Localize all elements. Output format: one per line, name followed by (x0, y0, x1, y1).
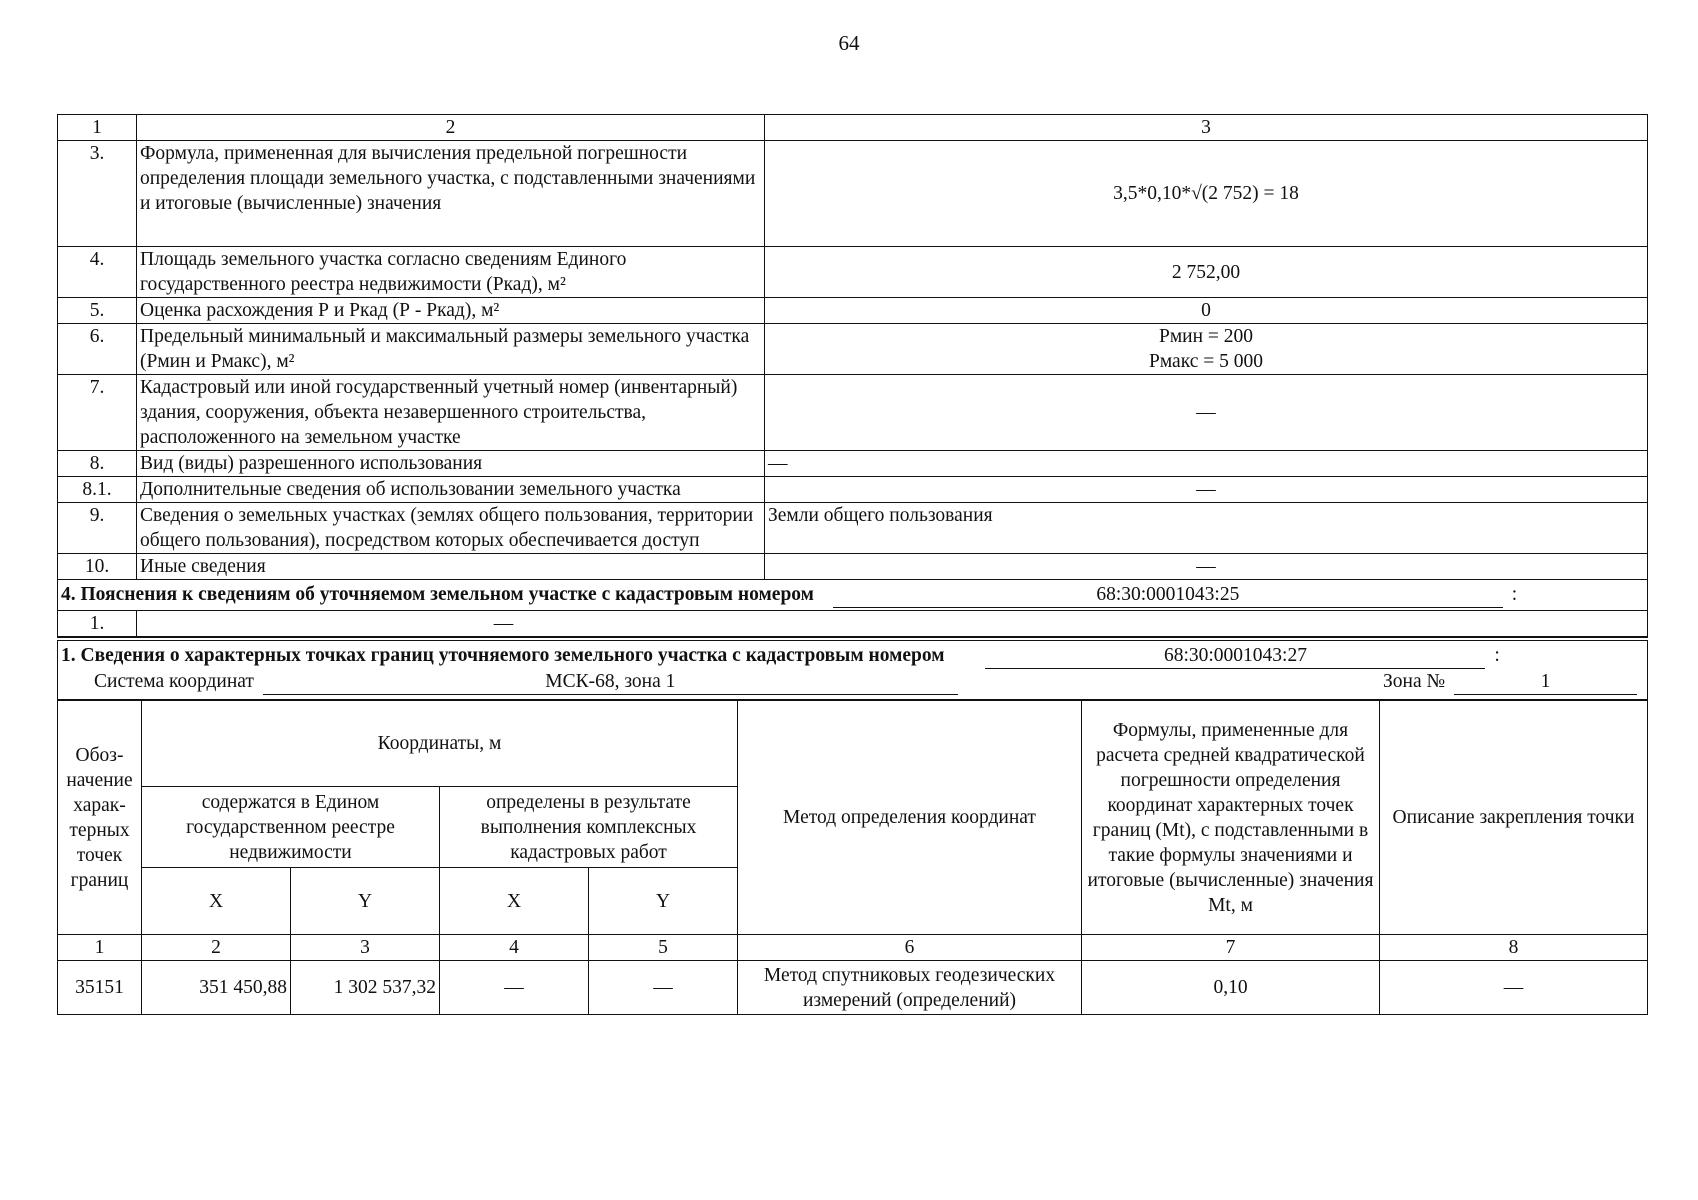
table-row (58, 961, 1648, 1015)
col-method: Метод определения координат (738, 701, 1082, 935)
column-number: 1 (58, 935, 142, 961)
row-value: — (765, 477, 1648, 503)
section4-colon: : (1511, 584, 1518, 605)
header-cell: 2 (137, 115, 765, 141)
header-cell: 3 (765, 115, 1648, 141)
col-egrn: содержатся в Едином государственном реестре недвижимости (142, 787, 440, 868)
point-y-egrn: 1 302 537,32 (291, 961, 440, 1015)
column-number: 5 (589, 935, 738, 961)
row-label: Предельный минимальный и максимальный размеры земельного участка (Рмин и Рмакс), м² (137, 324, 765, 375)
col-x: X (142, 868, 291, 935)
coord-system-value: МСК-68, зона 1 (263, 670, 958, 695)
section4-header-row (58, 580, 1648, 611)
col-y: Y (589, 868, 738, 935)
column-number: 8 (1380, 935, 1648, 961)
row-number: 1. (58, 611, 137, 637)
col-designation: Обоз-начение харак-терных точек границ (58, 701, 142, 935)
row-value-min: Рмин = 200 (1158, 326, 1254, 347)
col-coordinates: Координаты, м (142, 701, 738, 787)
column-numbers-row (58, 935, 1648, 961)
section1-cadastral-number: 68:30:0001043:27 (985, 644, 1485, 669)
header-cell: 1 (58, 115, 137, 141)
row-value (765, 324, 1648, 375)
table-row (58, 141, 1648, 247)
row-label: Кадастровый или иной государственный учетный номер (инвентарный) здания, сооружения, объекта незавершенного строительства, расположенного на земельном участке (137, 375, 765, 451)
zone-label: Зона № (1383, 671, 1446, 692)
row-number: 6. (58, 324, 137, 375)
area-info-table (57, 114, 1648, 637)
col-description: Описание закрепления точки (1380, 701, 1648, 935)
section1-header (57, 637, 1648, 700)
coord-system-label: Система координат (94, 671, 254, 692)
row-label: Сведения о земельных участках (землях общего пользования, территории общего пользования), посредством которых обеспечивается доступ (137, 503, 765, 554)
row-value: 2 752,00 (765, 247, 1648, 298)
table-row (58, 375, 1648, 451)
table-row (58, 451, 1648, 477)
row-label: Площадь земельного участка согласно сведениям Единого государственного реестра недвижимости (Ркад), м² (137, 247, 765, 298)
point-x-egrn: 351 450,88 (142, 961, 291, 1015)
row-value: — (765, 451, 1648, 477)
point-x-determined: — (440, 961, 589, 1015)
point-method: Метод спутниковых геодезических измерений (определений) (738, 961, 1082, 1015)
section1-colon: : (1494, 645, 1500, 666)
row-value: — (765, 554, 1648, 580)
table-row (58, 554, 1648, 580)
row-value: 0 (765, 298, 1648, 324)
table-row (58, 298, 1648, 324)
row-number: 8.1. (58, 477, 137, 503)
table-row (58, 503, 1648, 554)
zone-value: 1 (1454, 670, 1637, 695)
row-value: Земли общего пользования (765, 503, 1648, 554)
column-number: 7 (1082, 935, 1380, 961)
row-number: 10. (58, 554, 137, 580)
section4-row (58, 611, 1648, 637)
row-label: Иные сведения (137, 554, 765, 580)
column-number: 2 (142, 935, 291, 961)
section4-cadastral-number: 68:30:0001043:25 (833, 583, 1503, 608)
point-designation: 35151 (58, 961, 142, 1015)
page-number: 64 (838, 31, 860, 55)
table-row (58, 247, 1648, 298)
row-number: 8. (58, 451, 137, 477)
col-x: X (440, 868, 589, 935)
document-body (57, 114, 1648, 1015)
point-description: — (1380, 961, 1648, 1015)
col-y: Y (291, 868, 440, 935)
table-row (58, 477, 1648, 503)
point-y-determined: — (589, 961, 738, 1015)
col-formula: Формулы, примененные для расчета средней квадратической погрешности определения координат характерных точек границ (Mt), с подставленными в такие формулы значениями и итоговые (вычисленные) значения Mt, м (1082, 701, 1380, 935)
column-number: 6 (738, 935, 1082, 961)
row-value: — (765, 375, 1648, 451)
col-determined: определены в результате выполнения комплексных кадастровых работ (440, 787, 738, 868)
row-number: 3. (58, 141, 137, 247)
row-number: 7. (58, 375, 137, 451)
row-label: Оценка расхождения Р и Ркад (Р - Ркад), м² (137, 298, 765, 324)
point-mt: 0,10 (1082, 961, 1380, 1015)
boundary-points-table (57, 700, 1648, 1015)
column-number: 3 (291, 935, 440, 961)
column-number: 4 (440, 935, 589, 961)
table-header-row (58, 115, 1648, 141)
row-label: Дополнительные сведения об использовании земельного участка (137, 477, 765, 503)
section4-title: 4. Пояснения к сведениям об уточняемом земельном участке с кадастровым номером (61, 584, 814, 605)
row-number: 4. (58, 247, 137, 298)
row-number: 5. (58, 298, 137, 324)
row-value: 3,5*0,10*√(2 752) = 18 (765, 141, 1648, 247)
row-number: 9. (58, 503, 137, 554)
row-value-max: Рмакс = 5 000 (1149, 351, 1263, 372)
section1-title: 1. Сведения о характерных точках границ уточняемого земельного участка с кадастровым номером (61, 645, 945, 666)
table-row (58, 324, 1648, 375)
row-value: — (137, 611, 1648, 637)
row-label: Вид (виды) разрешенного использования (137, 451, 765, 477)
row-label: Формула, примененная для вычисления предельной погрешности определения площади земельного участка, с подставленными значениями и итоговые (вычисленные) значения (137, 141, 765, 247)
